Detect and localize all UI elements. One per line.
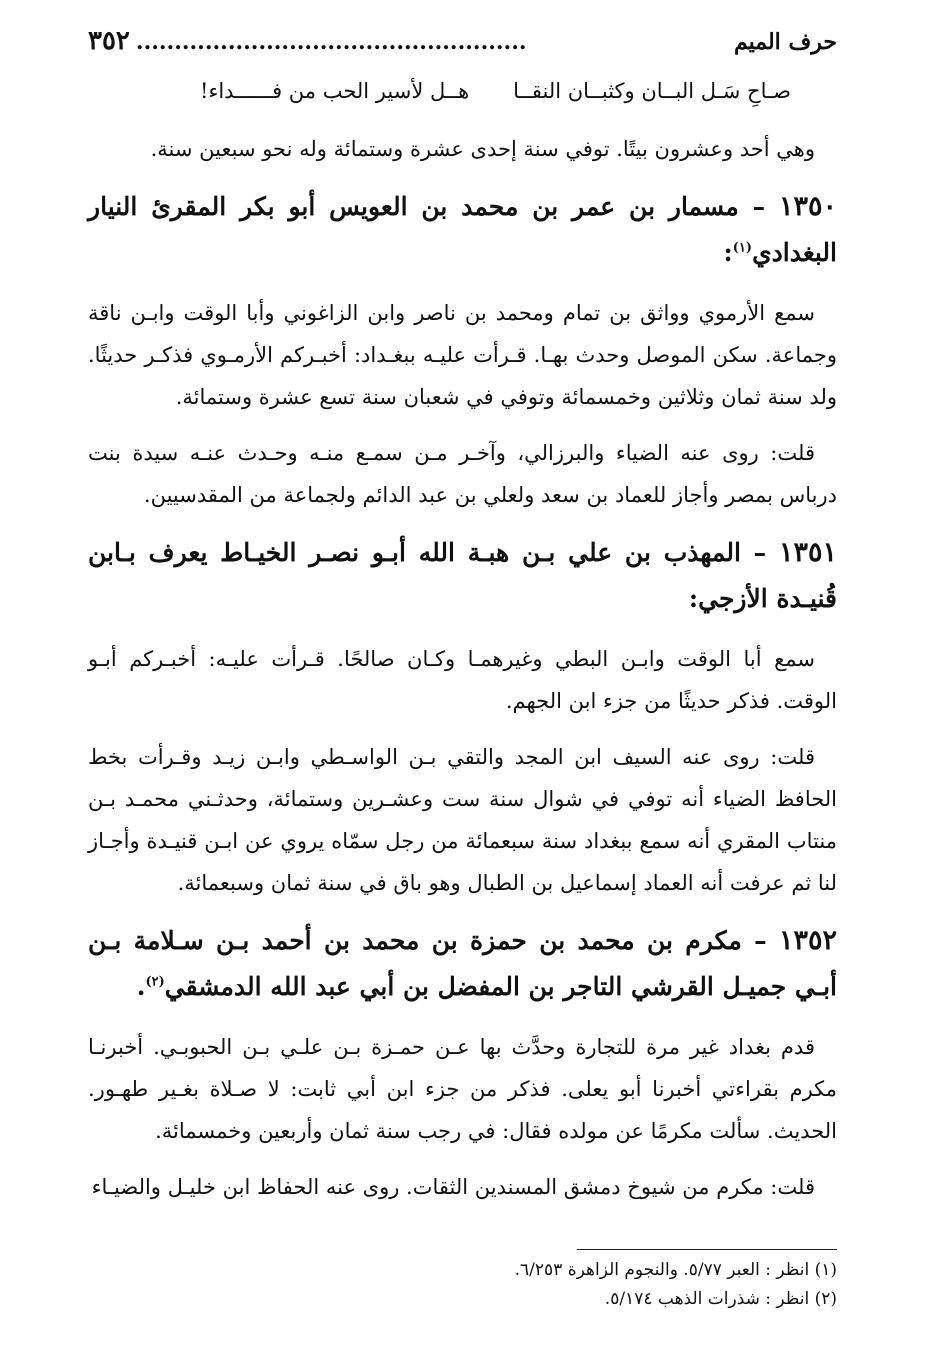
entry-title: – مكرم بن محمد بن حمزة بن محمد بن أحمد بـن سـلامة بـن أبـي جميـل القرشي التاجر بن المفضل بن أبي عبد الله الدمشقي — [88, 926, 837, 1001]
paragraph-1350-body: سمع الأرموي وواثق بن تمام ومحمد بن ناصر وابن الزاغوني وأبا الوقت وابـن ناقة وجماعة. سكن الموصل وحدث بهـا. قـرأت عليـه ببغـداد: أخبـركم الأرمـوي فذكـر حديثًا. ولد سنة ثمان وثلاثين وخمسمائة وتوفي في شعبان سنة تسع عشرة وستمائة. — [88, 301, 837, 409]
paragraph-1351-note: قلت: روى عنه السيف ابن المجد والتقي بـن الواسـطي وابـن زيـد وقـرأت بخط الحافظ الضياء أنه توفي في شوال سنة ست وعشـرين وستمائة، وحدثـني محمـد بـن منتاب المقري أنه سمع ببغداد سنة سبعمائة من رجل سمّاه يروي عن ابـن قنيـدة وأجـاز لنا ثم عرفت أنه العماد إسماعيل بن الطبال وهو باق في سنة ثمان وسبعمائة. — [88, 745, 837, 895]
footnotes — [88, 1256, 837, 1314]
verse-first-hemistich: صـاحِ سَـل البــان وكثبــان النقــا — [513, 79, 791, 103]
entry-end: . — [136, 972, 146, 1001]
paragraph-1350-note: قلت: روى عنه الضياء والبرزالي، وآخـر مـن سمـع منـه وحـدث عنـه سيدة بنت درباس بمصر وأجاز للعماد بن سعد ولعلي بن عبد الدائم ولجماعة من المقدسيين. — [88, 441, 837, 507]
main-text — [88, 128, 837, 1222]
footnote-divider — [577, 1249, 837, 1250]
entry-heading-1351 — [88, 530, 837, 622]
entry-heading-1350 — [88, 184, 837, 276]
footnote-ref-1: (١) — [732, 240, 753, 256]
entry-colon: : — [723, 238, 733, 267]
entry-title: – المهذب بن علي بـن هبـة الله أبـو نصـر الخيـاط يعرف بـابن قُنيـدة الأزجي: — [88, 538, 837, 613]
header-dots: ................................................... — [135, 29, 527, 55]
entry-number: ١٣٥١ — [778, 537, 837, 568]
page-header — [88, 26, 837, 66]
paragraph-1352-body: قدم بغداد غير مرة للتجارة وحدَّث بها عـن حمـزة بـن علـي بـن الحبوبـي. أخبرنـا مكرم بقراءتي أخبرنا أبو يعلى. فذكر من جزء ابن أبي ثابت: لا صـلاة بغـير طهـور. الحديث. سألت مكرمًا عن مولده فقال: في رجب سنة ثمان وأربعين وخمسمائة. — [88, 1035, 837, 1143]
entry-number: ١٣٥٢ — [778, 925, 837, 956]
entry-title: – مسمار بن عمر بن محمد بن العويس أبو بكر المقرئ النيار البغدادي — [88, 192, 837, 267]
entry-number: ١٣٥٠ — [778, 191, 837, 222]
poetry-verse — [200, 74, 791, 108]
running-title: حرف الميم — [733, 29, 837, 55]
paragraph-1351-body: سمع أبا الوقت وابـن البطي وغيرهمـا وكـان صالحًا. قـرأت عليـه: أخبـركم أبـو الوقت. فذكر حديثًا من جزء ابن الجهم. — [88, 647, 837, 713]
entry-heading-1352 — [88, 918, 837, 1010]
footnote-ref-2: (٢) — [145, 974, 165, 990]
footnote-1: (١) انظر : العبر ٥/٧٧. والنجوم الزاهرة ٦/٢٥٣. — [514, 1260, 837, 1280]
paragraph-verse-note: وهي أحد وعشرون بيتًا. توفي سنة إحدى عشرة وستمائة وله نحو سبعين سنة. — [150, 137, 815, 161]
verse-second-hemistich: هــل لأسير الحب من فــــــداء! — [200, 79, 470, 103]
page-number: ٣٥٢ — [88, 26, 130, 56]
footnote-2: (٢) انظر : شذرات الذهب ٥/١٧٤. — [604, 1289, 837, 1309]
paragraph-1352-note: قلت: مكرم من شيوخ دمشق المسندين الثقات. روى عنه الحفاظ ابن خليـل والضيـاء — [91, 1175, 815, 1199]
